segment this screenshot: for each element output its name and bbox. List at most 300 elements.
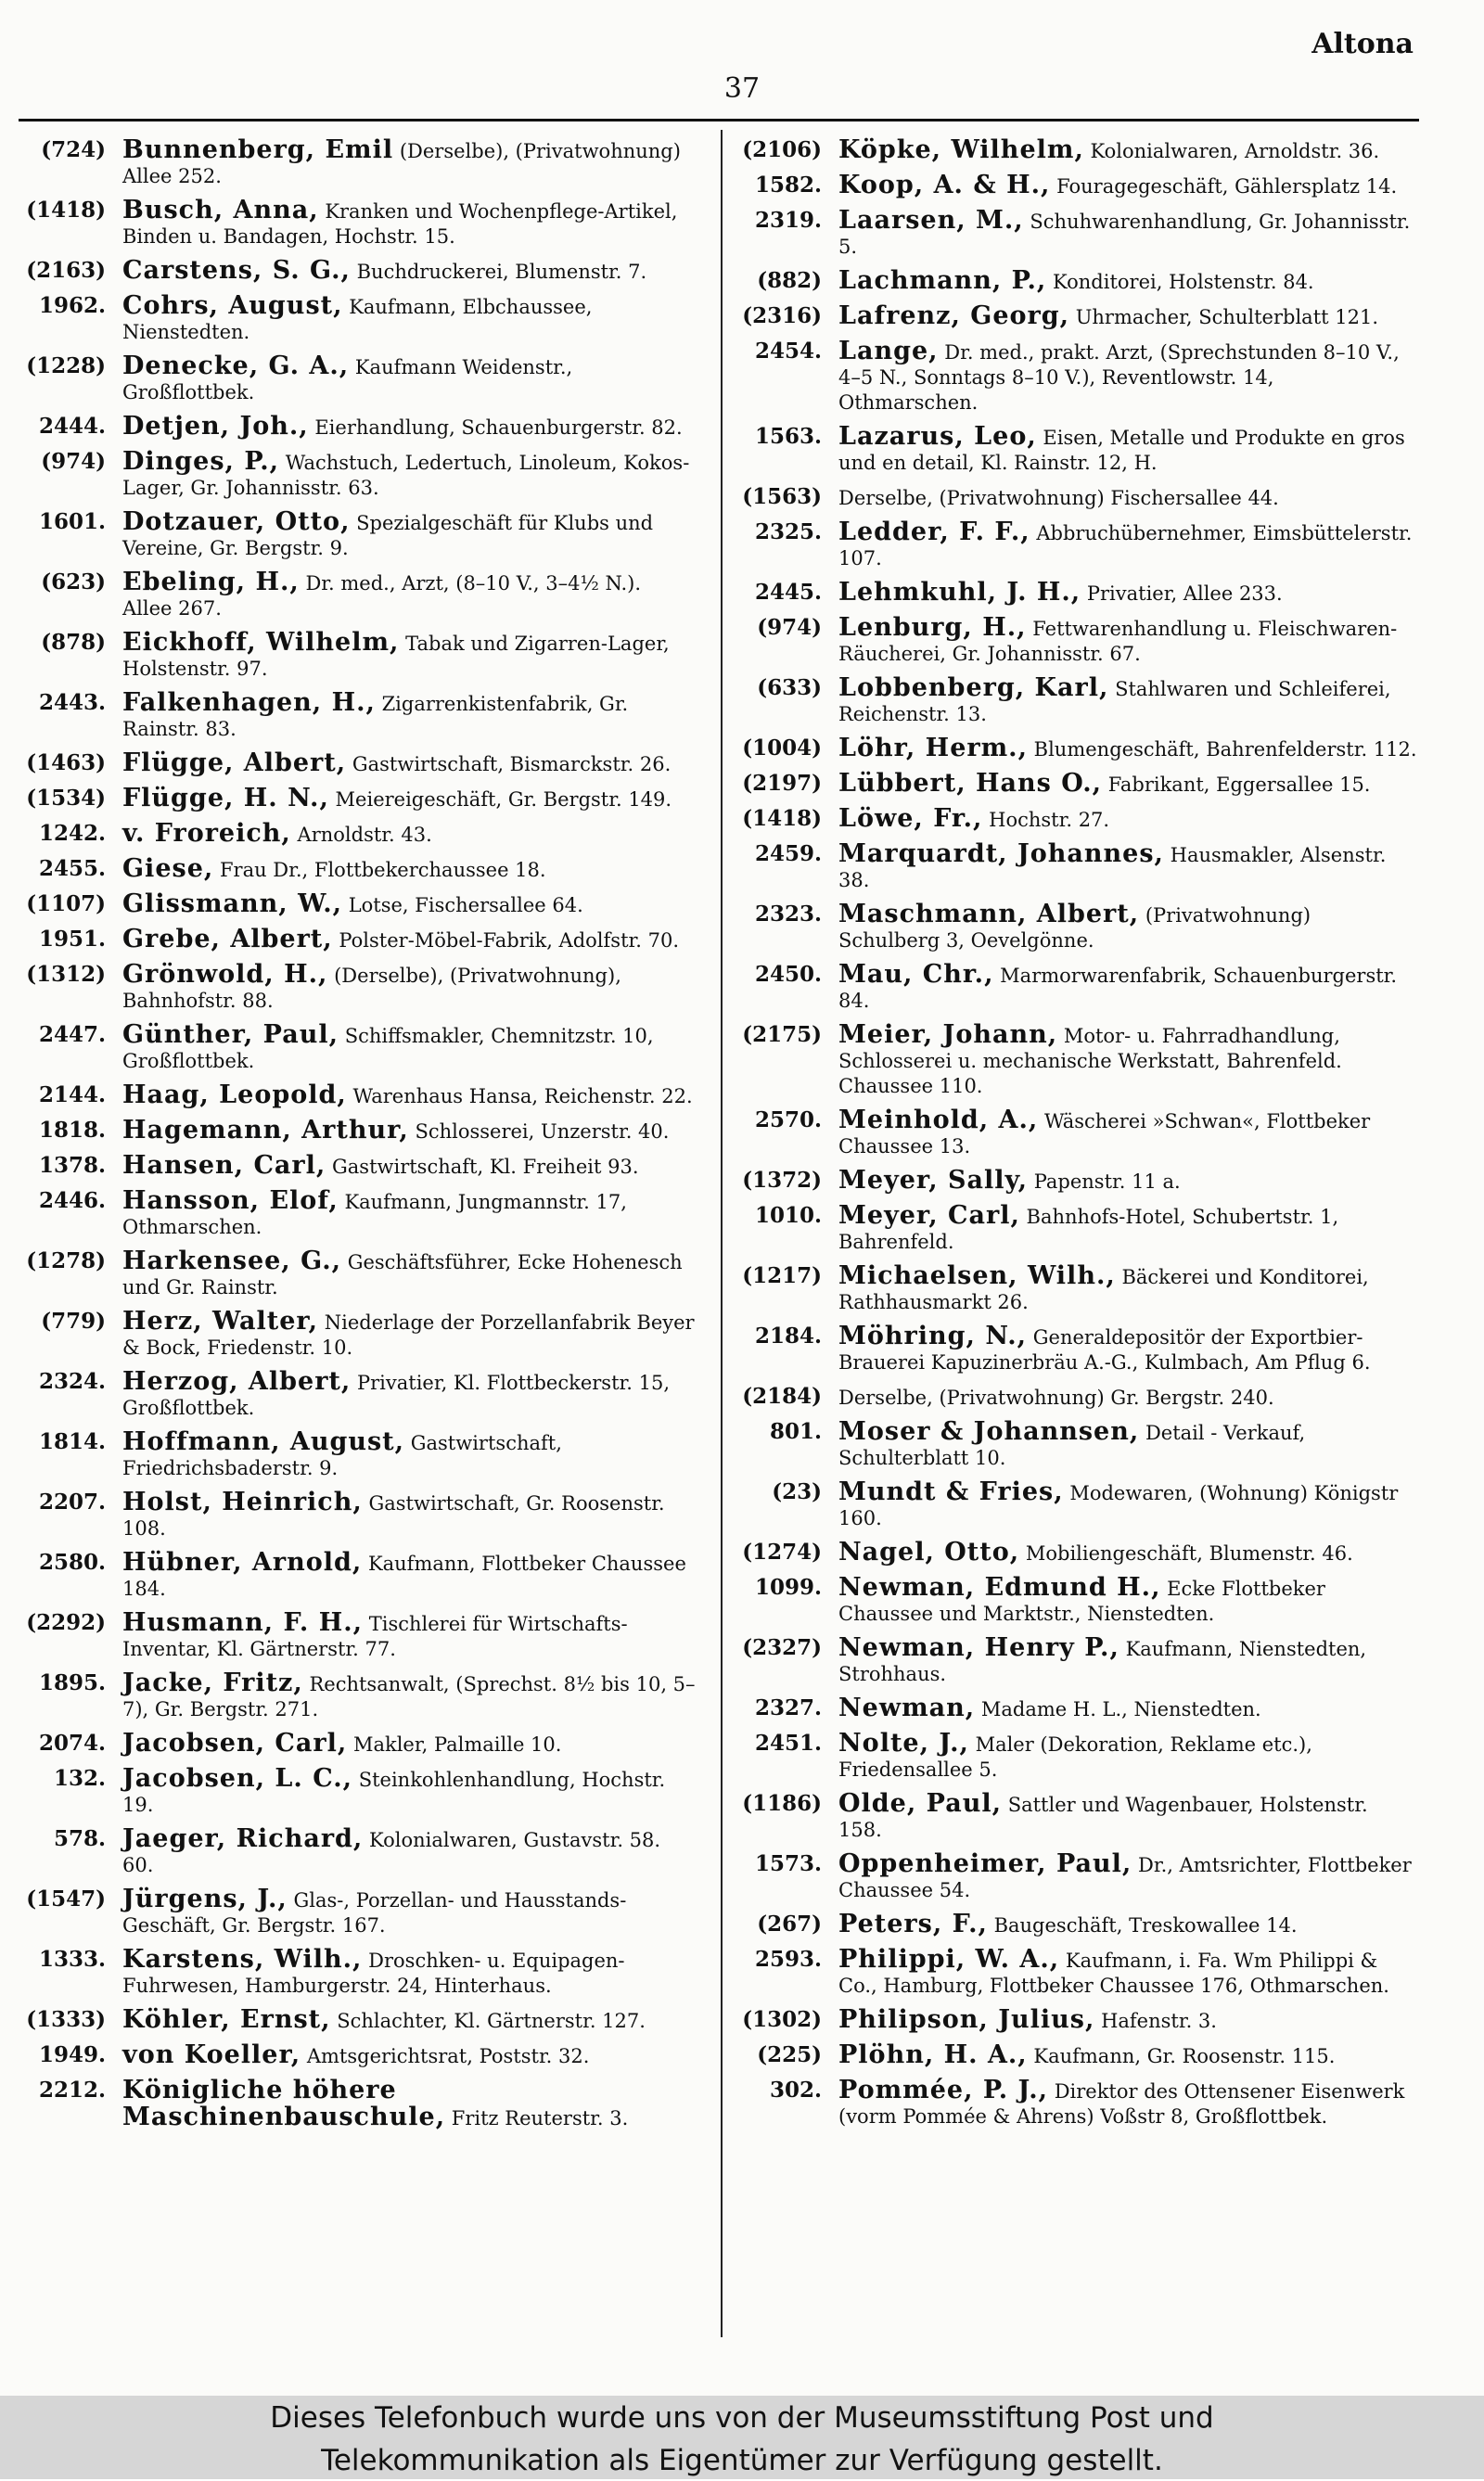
subscriber-name: Meyer, Carl, [838, 1201, 1020, 1230]
phone-number: (1228) [26, 353, 106, 378]
phone-number: 2446. [38, 1188, 106, 1213]
phone-number: (882) [757, 268, 822, 293]
subscriber-name: Bunnenberg, Emil [122, 135, 394, 164]
directory-entry [17, 1610, 696, 1662]
phone-number: 2447. [38, 1022, 106, 1047]
directory-entry [17, 293, 696, 345]
directory-entry [733, 303, 1417, 330]
phone-number: (267) [757, 1912, 822, 1937]
subscriber-name: Denecke, G. A., [122, 352, 350, 380]
phone-number: 2459. [754, 841, 822, 866]
subscriber-details: Privatier, Allee 233. [1086, 582, 1283, 605]
subscriber-details: Maler (Dekoration, Reklame etc.), Friedensallee 5. [838, 1733, 1312, 1781]
subscriber-name: Lenburg, H., [838, 613, 1027, 642]
subscriber-details: Hafenstr. 3. [1101, 2010, 1217, 2032]
directory-entry [17, 1188, 696, 1240]
subscriber-name: Nagel, Otto, [838, 1538, 1020, 1567]
phone-number: 2324. [38, 1369, 106, 1394]
subscriber-details: Kranken und Wochenpflege-Artikel, Binden u. Bandagen, Hochstr. 15. [122, 200, 678, 248]
phone-number: (1107) [26, 891, 106, 916]
subscriber-details: Gastwirtschaft, Bismarckstr. 26. [352, 753, 672, 775]
subscriber-name: Koop, A. & H., [838, 171, 1051, 199]
subscriber-details: Uhrmacher, Schulterblatt 121. [1075, 306, 1379, 328]
directory-entry [17, 1766, 696, 1818]
subscriber-name: Lazarus, Leo, [838, 422, 1037, 451]
directory-entry [733, 962, 1417, 1014]
subscriber-details: Fouragegeschäft, Gählersplatz 14. [1056, 175, 1398, 198]
footer-notice [0, 2396, 1484, 2479]
phone-number: (2163) [26, 258, 106, 283]
directory-entry [17, 1826, 696, 1878]
phone-number: (1547) [26, 1886, 106, 1912]
subscriber-details: Gastwirtschaft, Gr. Roosenstr. 108. [122, 1492, 665, 1540]
directory-entry [17, 630, 696, 682]
directory-entry [17, 414, 696, 441]
subscriber-name: Grebe, Albert, [122, 925, 333, 953]
directory-entry [17, 1309, 696, 1361]
subscriber-details: Arnoldstr. 43. [297, 824, 432, 846]
phone-number: 2451. [754, 1731, 822, 1756]
subscriber-details: Kolonialwaren, Gustavstr. 58. 60. [122, 1829, 661, 1876]
subscriber-details: Kolonialwaren, Arnoldstr. 36. [1090, 140, 1380, 162]
directory-entry [733, 268, 1417, 295]
subscriber-name: Maschmann, Albert, [838, 900, 1140, 928]
subscriber-details: Eisen, Metalle und Produkte en gros und en detail, Kl. Rainstr. 12, H. [838, 427, 1405, 474]
subscriber-name: Falkenhagen, H., [122, 688, 376, 717]
phone-number: 2319. [754, 208, 822, 233]
subscriber-details: Derselbe, (Privatwohnung) Fischersallee 44. [838, 487, 1279, 509]
subscriber-name: Oppenheimer, Paul, [838, 1849, 1132, 1878]
directory-entry [733, 806, 1417, 833]
subscriber-name: Jacobsen, L. C., [122, 1764, 353, 1793]
directory-entry [733, 902, 1417, 953]
subscriber-name: Glissmann, W., [122, 889, 343, 918]
phone-number: (623) [41, 569, 106, 595]
directory-entry [733, 1791, 1417, 1843]
subscriber-details: (Derselbe), (Privatwohnung), Bahnhofstr. 88. [122, 965, 621, 1012]
subscriber-details: Polster-Möbel-Fabrik, Adolfstr. 70. [339, 929, 679, 952]
subscriber-name: Hoffmann, August, [122, 1427, 405, 1456]
subscriber-details: Hochstr. 27. [989, 809, 1110, 831]
subscriber-name: Laarsen, M., [838, 206, 1024, 235]
subscriber-details: Derselbe, (Privatwohnung) Gr. Bergstr. 240. [838, 1387, 1274, 1409]
subscriber-name: Meyer, Sally, [838, 1166, 1029, 1195]
phone-number: 1242. [38, 821, 106, 846]
subscriber-details: Fettwarenhandlung u. Fleischwaren-Räucherei, Gr. Johannisstr. 67. [838, 618, 1398, 665]
subscriber-name: Newman, Edmund H., [838, 1573, 1161, 1602]
subscriber-details: Fabrikant, Eggersallee 15. [1107, 774, 1371, 796]
subscriber-name: Lafrenz, Georg, [838, 301, 1070, 330]
left-column [17, 137, 696, 2140]
subscriber-name: Plöhn, H. A., [838, 2040, 1028, 2069]
phone-number: (2197) [742, 771, 822, 796]
subscriber-details: Privatier, Kl. Flottbeckerstr. 15, Großflottbek. [122, 1372, 670, 1419]
phone-number: 2325. [754, 519, 822, 544]
subscriber-name: Husmann, F. H., [122, 1608, 364, 1637]
subscriber-details: Direktor des Ottensener Eisenwerk (vorm Pommée & Ahrens) Voßstr 8, Großflottbek. [838, 2080, 1405, 2128]
city-header: Altona [1311, 28, 1414, 60]
subscriber-details: Droschken- u. Equipagen-Fuhrwesen, Hamburgerstr. 24, Hinterhaus. [122, 1950, 625, 1997]
directory-entry [733, 2078, 1417, 2129]
subscriber-details: Marmorwarenfabrik, Schauenburgerstr. 84. [838, 965, 1398, 1012]
right-column [733, 137, 1417, 2138]
subscriber-name: Lübbert, Hans O., [838, 769, 1103, 798]
directory-entry [733, 735, 1417, 762]
subscriber-details: Tischlerei für Wirtschafts-Inventar, Kl. Gärtnerstr. 77. [122, 1613, 628, 1660]
subscriber-name: Jacke, Fritz, [122, 1669, 303, 1697]
subscriber-name: Flügge, H. N., [122, 784, 329, 812]
directory-entry [17, 449, 696, 501]
subscriber-name: Moser & Johannsen, [838, 1417, 1140, 1446]
directory-entry [733, 1324, 1417, 1375]
directory-entry [17, 1429, 696, 1481]
directory-entry [17, 2007, 696, 2034]
phone-number: 2207. [38, 1490, 106, 1515]
subscriber-name: Jacobsen, Carl, [122, 1729, 348, 1758]
subscriber-name: Eickhoff, Wilhelm, [122, 628, 400, 657]
directory-entry [733, 2042, 1417, 2069]
subscriber-name: Haag, Leopold, [122, 1081, 347, 1109]
subscriber-name: Giese, [122, 854, 214, 883]
phone-number: 2580. [38, 1550, 106, 1575]
subscriber-details: Sattler und Wagenbauer, Holstenstr. 158. [838, 1794, 1368, 1841]
subscriber-details: Eierhandlung, Schauenburgerstr. 82. [314, 416, 683, 439]
subscriber-details: Makler, Palmaille 10. [352, 1733, 562, 1756]
phone-number: 1333. [38, 1947, 106, 1972]
phone-number: (1278) [26, 1248, 106, 1273]
directory-entry [733, 137, 1417, 164]
subscriber-details: Generaldepositör der Exportbier-Brauerei Kapuzinerbräu A.-G., Kulmbach, Am Pflug 6. [838, 1326, 1371, 1374]
subscriber-name: Nolte, J., [838, 1729, 969, 1758]
footer-line-1: Dieses Telefonbuch wurde uns von der Museumsstiftung Post und [270, 2401, 1214, 2435]
phone-number: (2316) [742, 303, 822, 328]
phone-number: (2106) [742, 137, 822, 162]
phone-number: (2175) [742, 1022, 822, 1047]
phone-number: (23) [772, 1479, 822, 1504]
directory-entry [17, 856, 696, 883]
phone-number: (1312) [26, 962, 106, 987]
subscriber-details: Detail - Verkauf, Schulterblatt 10. [838, 1422, 1306, 1469]
subscriber-details: Ecke Flottbeker Chaussee und Marktstr., Nienstedten. [838, 1578, 1325, 1625]
directory-entry [17, 1369, 696, 1421]
column-divider [721, 130, 723, 2337]
directory-entry [733, 1731, 1417, 1783]
phone-number: (1463) [26, 750, 106, 775]
directory-entry [733, 1540, 1417, 1567]
subscriber-details: Meiereigeschäft, Gr. Bergstr. 149. [335, 788, 672, 811]
phone-number: 2144. [38, 1082, 106, 1107]
subscriber-details: Geschäftsführer, Ecke Hohenesch und Gr. Rainstr. [122, 1251, 683, 1298]
subscriber-name: Holst, Heinrich, [122, 1488, 363, 1516]
directory-entry [17, 1886, 696, 1938]
subscriber-details: Kaufmann, Jungmannstr. 17, Othmarschen. [122, 1191, 627, 1238]
phone-number: (779) [41, 1309, 106, 1334]
subscriber-details: Blumengeschäft, Bahrenfelderstr. 112. [1033, 738, 1417, 761]
directory-entry [733, 1384, 1417, 1411]
directory-entry [17, 509, 696, 561]
directory-entry [17, 1670, 696, 1722]
directory-entry [17, 198, 696, 249]
phone-number: 2570. [754, 1107, 822, 1132]
directory-entry [17, 927, 696, 953]
phone-number: (1563) [742, 484, 822, 509]
subscriber-details: Schlosserei, Unzerstr. 40. [415, 1120, 670, 1143]
directory-entry [17, 821, 696, 848]
subscriber-details: Spezialgeschäft für Klubs und Vereine, Gr. Bergstr. 9. [122, 512, 654, 559]
phone-number: (1418) [26, 198, 106, 223]
directory-entry [17, 569, 696, 621]
phone-number: (1274) [742, 1540, 822, 1565]
subscriber-name: Hübner, Arnold, [122, 1548, 363, 1577]
subscriber-name: Ledder, F. F., [838, 518, 1030, 546]
subscriber-name: Königliche höhere Maschinenbauschule, [122, 2076, 446, 2131]
phone-number: (1004) [742, 735, 822, 761]
phone-number: (1217) [742, 1263, 822, 1288]
subscriber-name: Harkensee, G., [122, 1247, 341, 1275]
subscriber-name: Detjen, Joh., [122, 412, 309, 441]
directory-entry [17, 690, 696, 742]
subscriber-details: Rechtsanwalt, (Sprechst. 8½ bis 10, 5–7), Gr. Bergstr. 271. [122, 1673, 696, 1720]
subscriber-name: Dotzauer, Otto, [122, 507, 351, 536]
directory-entry [733, 1203, 1417, 1255]
subscriber-details: Dr. med., prakt. Arzt, (Sprechstunden 8–10 V., 4–5 N., Sonntags 8–10 V.), Reventlowstr. 14, Othmarschen. [838, 341, 1400, 414]
phone-number: 1949. [38, 2042, 106, 2067]
subscriber-details: Madame H. L., Nienstedten. [980, 1698, 1261, 1720]
directory-entry [733, 519, 1417, 571]
directory-entry [733, 580, 1417, 607]
phone-number: 2212. [38, 2078, 106, 2103]
subscriber-name: Peters, F., [838, 1910, 988, 1938]
subscriber-details: Kaufmann, Elbchaussee, Nienstedten. [122, 296, 593, 343]
phone-number: 132. [53, 1766, 106, 1791]
subscriber-name: Lehmkuhl, J. H., [838, 578, 1081, 607]
subscriber-name: Carstens, S. G., [122, 256, 351, 285]
subscriber-details: Tabak und Zigarren-Lager, Holstenstr. 97. [122, 633, 670, 680]
subscriber-details: Steinkohlenhandlung, Hochstr. 19. [122, 1769, 666, 1816]
subscriber-details: Schiffsmakler, Chemnitzstr. 10, Großflottbek. [122, 1025, 654, 1072]
subscriber-name: Lachmann, P., [838, 266, 1047, 295]
subscriber-name: Flügge, Albert, [122, 748, 347, 777]
subscriber-details: Glas-, Porzellan- und Hausstands-Geschäft, Gr. Bergstr. 167. [122, 1889, 627, 1937]
phone-number: 2184. [754, 1324, 822, 1349]
directory-entry [17, 137, 696, 189]
phone-number: 2444. [38, 414, 106, 439]
footer-line-2: Telekommunikation als Eigentümer zur Verfügung gestellt. [321, 2444, 1163, 2477]
subscriber-name: Löwe, Fr., [838, 804, 983, 833]
subscriber-name: Köhler, Ernst, [122, 2005, 331, 2034]
directory-entry [733, 339, 1417, 416]
subscriber-details: Zigarrenkistenfabrik, Gr. Rainstr. 83. [122, 693, 629, 740]
subscriber-details: Frau Dr., Flottbekerchaussee 18. [219, 859, 546, 881]
subscriber-details: Motor- u. Fahrradhandlung, Schlosserei u. mechanische Werkstatt, Bahrenfeld. Chaussee 110. [838, 1025, 1342, 1097]
subscriber-name: Herz, Walter, [122, 1307, 319, 1336]
subscriber-name: Newman, Henry P., [838, 1633, 1119, 1662]
subscriber-name: Philipson, Julius, [838, 2005, 1095, 2034]
phone-number: 578. [53, 1826, 106, 1851]
phone-number: 1818. [38, 1118, 106, 1143]
subscriber-name: Karstens, Wilh., [122, 1945, 363, 1974]
page-number: 37 [723, 72, 761, 105]
subscriber-details: Wachstuch, Ledertuch, Linoleum, Kokos-Lager, Gr. Johannisstr. 63. [122, 452, 690, 499]
subscriber-details: Modewaren, (Wohnung) Königstr 160. [838, 1482, 1399, 1529]
subscriber-name: von Koeller, [122, 2040, 301, 2069]
subscriber-name: Michaelsen, Wilh., [838, 1261, 1116, 1290]
phone-number: 1601. [38, 509, 106, 534]
directory-entry [17, 891, 696, 918]
directory-entry [17, 962, 696, 1014]
subscriber-details: Mobiliengeschäft, Blumenstr. 46. [1025, 1542, 1353, 1565]
phone-number: 1573. [754, 1851, 822, 1876]
subscriber-details: Kaufmann, Flottbeker Chaussee 184. [122, 1553, 686, 1600]
header-rule [19, 119, 1419, 121]
phone-number: 1099. [754, 1575, 822, 1600]
directory-entry [733, 1912, 1417, 1938]
subscriber-details: Abbruchübernehmer, Eimsbüttelerstr. 107. [838, 522, 1413, 569]
directory-entry [733, 424, 1417, 476]
subscriber-name: Löhr, Herm., [838, 734, 1028, 762]
subscriber-details: Niederlage der Porzellanfabrik Beyer & Bock, Friedenstr. 10. [122, 1311, 695, 1359]
subscriber-details: Konditorei, Holstenstr. 84. [1053, 271, 1314, 293]
phone-number: 2593. [754, 1947, 822, 1972]
directory-entry [17, 2078, 696, 2131]
directory-entry [17, 786, 696, 812]
subscriber-details: Baugeschäft, Treskowallee 14. [993, 1914, 1298, 1937]
phone-number: 2450. [754, 962, 822, 987]
subscriber-name: Möhring, N., [838, 1322, 1028, 1350]
subscriber-details: (Privatwohnung) Schulberg 3, Oevelgönne. [838, 904, 1311, 952]
phone-number: 1962. [38, 293, 106, 318]
directory-entry [733, 1479, 1417, 1531]
subscriber-details: Papenstr. 11 a. [1033, 1170, 1181, 1193]
directory-entry [733, 208, 1417, 260]
directory-entry [17, 258, 696, 285]
subscriber-details: Fritz Reuterstr. 3. [451, 2107, 629, 2129]
subscriber-details: Lotse, Fischersallee 64. [348, 894, 583, 916]
phone-number: 1895. [38, 1670, 106, 1695]
subscriber-name: Ebeling, H., [122, 568, 300, 596]
directory-entry [17, 750, 696, 777]
subscriber-name: Grönwold, H., [122, 960, 328, 989]
phone-number: (724) [41, 137, 106, 162]
directory-entry [17, 1022, 696, 1074]
subscriber-details: Schlachter, Kl. Gärtnerstr. 127. [337, 2010, 646, 2032]
subscriber-name: v. Froreich, [122, 819, 291, 848]
subscriber-name: Hagemann, Arthur, [122, 1116, 409, 1145]
phone-number: 1951. [38, 927, 106, 952]
phone-number: (2184) [742, 1384, 822, 1409]
phone-number: 2074. [38, 1731, 106, 1756]
directory-entry [17, 353, 696, 405]
subscriber-name: Olde, Paul, [838, 1789, 1002, 1818]
subscriber-name: Cohrs, August, [122, 291, 343, 320]
directory-entry [17, 2042, 696, 2069]
subscriber-details: Hausmakler, Alsenstr. 38. [838, 844, 1387, 891]
subscriber-details: Bahnhofs-Hotel, Schubertstr. 1, Bahrenfeld. [838, 1206, 1339, 1253]
directory-entry [733, 1635, 1417, 1687]
subscriber-name: Köpke, Wilhelm, [838, 135, 1084, 164]
directory-entry [733, 1263, 1417, 1315]
subscriber-details: Warenhaus Hansa, Reichenstr. 22. [352, 1085, 693, 1107]
subscriber-details: Kaufmann, i. Fa. Wm Philippi & Co., Hamburg, Flottbeker Chaussee 176, Othmarschen. [838, 1950, 1389, 1997]
phone-number: 1582. [754, 173, 822, 198]
subscriber-details: (Derselbe), (Privatwohnung) Allee 252. [122, 140, 681, 187]
subscriber-details: Schuhwarenhandlung, Gr. Johannisstr. 5. [838, 211, 1411, 258]
subscriber-name: Hansen, Carl, [122, 1151, 326, 1180]
phone-number: 1010. [754, 1203, 822, 1228]
subscriber-name: Hansson, Elof, [122, 1186, 339, 1215]
subscriber-name: Pommée, P. J., [838, 2076, 1048, 2104]
phone-number: 2445. [754, 580, 822, 605]
directory-entry [733, 1575, 1417, 1627]
subscriber-details: Kaufmann, Nienstedten, Strohhaus. [838, 1638, 1367, 1685]
directory-entry [733, 1419, 1417, 1471]
phone-number: (1372) [742, 1168, 822, 1193]
phone-number: (1534) [26, 786, 106, 811]
subscriber-name: Lange, [838, 337, 939, 365]
subscriber-details: Bäckerei und Konditorei, Rathhausmarkt 26. [838, 1266, 1369, 1313]
directory-entry [17, 1082, 696, 1109]
subscriber-name: Newman, [838, 1694, 976, 1722]
subscriber-name: Marquardt, Johannes, [838, 839, 1164, 868]
subscriber-name: Herzog, Albert, [122, 1367, 352, 1396]
phone-number: 1378. [38, 1153, 106, 1178]
subscriber-details: Dr. med., Arzt, (8–10 V., 3–4½ N.). Allee 267. [122, 572, 642, 620]
directory-entry [17, 1118, 696, 1145]
subscriber-name: Jürgens, J., [122, 1885, 288, 1913]
phone-number: 2454. [754, 339, 822, 364]
directory-entry [733, 841, 1417, 893]
phone-number: (1333) [26, 2007, 106, 2032]
phone-number: (1418) [742, 806, 822, 831]
phone-number: 2323. [754, 902, 822, 927]
phone-number: (633) [757, 675, 822, 700]
directory-entry [733, 615, 1417, 667]
phone-number: (974) [757, 615, 822, 640]
phone-number: (974) [41, 449, 106, 474]
subscriber-name: Günther, Paul, [122, 1020, 339, 1049]
subscriber-details: Kaufmann Weidenstr., Großflottbek. [122, 356, 573, 403]
phone-number: 2443. [38, 690, 106, 715]
subscriber-details: Kaufmann, Gr. Roosenstr. 115. [1033, 2045, 1336, 2067]
directory-entry [733, 675, 1417, 727]
subscriber-details: Dr., Amtsrichter, Flottbeker Chaussee 54. [838, 1854, 1412, 1901]
directory-entry [733, 2007, 1417, 2034]
phone-number: 302. [769, 2078, 822, 2103]
phone-number: (1302) [742, 2007, 822, 2032]
phone-number: (878) [41, 630, 106, 655]
directory-entry [733, 771, 1417, 798]
directory-entry [733, 173, 1417, 199]
phone-number: (2292) [26, 1610, 106, 1635]
subscriber-name: Meier, Johann, [838, 1020, 1058, 1049]
directory-entry [733, 484, 1417, 511]
phone-number: (1186) [742, 1791, 822, 1816]
subscriber-details: Wäscherei »Schwan«, Flottbeker Chaussee 13. [838, 1110, 1371, 1157]
phone-number: (2327) [742, 1635, 822, 1660]
directory-entry [17, 1490, 696, 1541]
phone-number: 801. [769, 1419, 822, 1444]
subscriber-details: Gastwirtschaft, Friedrichsbaderstr. 9. [122, 1432, 562, 1479]
subscriber-details: Gastwirtschaft, Kl. Freiheit 93. [332, 1156, 639, 1178]
subscriber-name: Busch, Anna, [122, 196, 319, 224]
subscriber-name: Mau, Chr., [838, 960, 994, 989]
subscriber-details: Amtsgerichtsrat, Poststr. 32. [306, 2045, 590, 2067]
phone-number: (225) [757, 2042, 822, 2067]
directory-entry [17, 1248, 696, 1300]
directory-entry [17, 1550, 696, 1602]
directory-entry [17, 1153, 696, 1180]
phone-number: 1814. [38, 1429, 106, 1454]
